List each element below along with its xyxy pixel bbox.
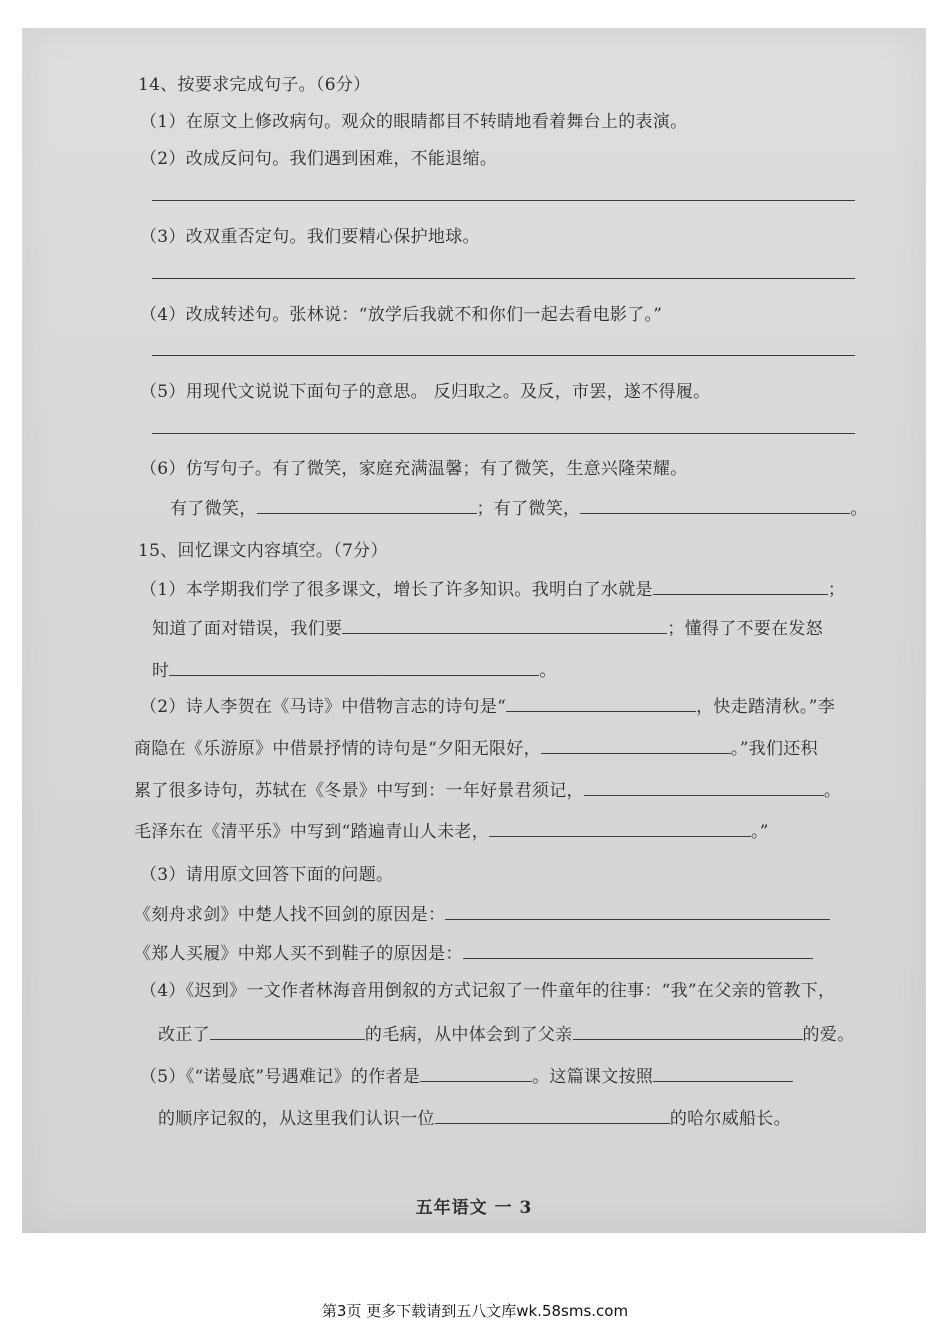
answer-line <box>152 433 855 434</box>
fill-text: ；有了微笑， <box>476 499 581 519</box>
fill-text: 的爱。 <box>802 1025 855 1045</box>
q15-item-2-line-3 <box>134 780 841 802</box>
fill-text: 时 <box>152 661 170 681</box>
q15-item-2-line-2 <box>134 738 818 760</box>
q14-item-3: （3）改双重否定句。我们要精心保护地球。 <box>140 227 480 247</box>
fill-text: 毛泽东在《清平乐》中写到“踏遍青山人未老， <box>134 822 489 842</box>
fill-blank <box>541 739 731 754</box>
q15-title: 15、回忆课文内容填空。（7分） <box>138 541 388 561</box>
fill-blank <box>489 822 751 837</box>
fill-text: 。” <box>751 822 769 842</box>
q15-item-1-line-3 <box>152 660 557 682</box>
q15-item-4-line-2 <box>158 1024 854 1046</box>
q14-item-6: （6）仿写句子。有了微笑，家庭充满温馨；有了微笑，生意兴隆荣耀。 <box>140 459 688 479</box>
fill-text: 有了微笑， <box>170 499 257 519</box>
fill-blank <box>257 499 477 514</box>
fill-text: 改正了 <box>158 1025 210 1045</box>
download-footer: 第3页 更多下载请到五八文库wk.58sms.com <box>321 1302 629 1320</box>
fill-blank <box>420 1067 532 1082</box>
q15-item-2-line-1 <box>140 696 835 718</box>
fill-blank <box>445 905 830 920</box>
q15-item-1-line-1 <box>140 579 845 601</box>
fill-blank <box>653 580 828 595</box>
fill-text: ； <box>827 580 846 600</box>
fill-text: 的毛病，从中体会到了父亲 <box>364 1025 573 1045</box>
q14-item-5: （5）用现代文说说下面句子的意思。 反归取之。及反，市罢，遂不得履。 <box>140 382 711 402</box>
fill-text: 。 <box>539 661 557 681</box>
q15-item-3-line-1 <box>134 904 830 926</box>
q15-item-3-line-2 <box>134 943 813 965</box>
fill-text: ，快走踏清秋。”李 <box>696 697 835 717</box>
q15-item-2-line-4 <box>134 821 769 843</box>
fill-blank <box>580 499 850 514</box>
fill-text: 。 <box>823 781 842 801</box>
fill-blank <box>169 661 539 676</box>
fill-blank <box>506 697 696 712</box>
q14-item-1: （1）在原文上修改病句。观众的眼睛都目不转睛地看着舞台上的表演。 <box>140 112 688 132</box>
fill-text: （1）本学期我们学了很多课文，增长了许多知识。我明白了水就是 <box>140 580 653 600</box>
q14-item-4: （4）改成转述句。张林说：“放学后我就不和你们一起去看电影了。” <box>140 305 663 325</box>
fill-text: 《郑人买履》中郑人买不到鞋子的原因是： <box>134 944 463 964</box>
exam-sheet <box>22 28 926 1233</box>
fill-text: 。 <box>850 499 868 519</box>
fill-text: 的顺序记叙的，从这里我们认识一位 <box>158 1109 435 1129</box>
fill-text: 累了很多诗句，苏轼在《冬景》中写到：一年好景君须记， <box>134 781 584 801</box>
fill-text: 《刻舟求剑》中楚人找不回剑的原因是： <box>134 905 446 925</box>
q15-item-5-line-2 <box>158 1108 791 1130</box>
page-number: 五年语文 一 3 <box>415 1198 533 1218</box>
fill-text: 的哈尔威船长。 <box>669 1109 791 1129</box>
answer-line <box>152 355 855 356</box>
answer-line <box>152 278 855 279</box>
fill-blank <box>653 1067 793 1082</box>
fill-blank <box>210 1025 365 1040</box>
fill-text: （2）诗人李贺在《马诗》中借物言志的诗句是“ <box>140 697 507 717</box>
fill-blank <box>435 1109 670 1124</box>
fill-text: 知道了面对错误，我们要 <box>152 619 343 639</box>
q15-item-3-title: （3）请用原文回答下面的问题。 <box>140 865 394 885</box>
fill-text: （5）《“诺曼底”号遇难记》的作者是 <box>140 1067 421 1087</box>
q14-title: 14、按要求完成句子。（6分） <box>138 75 371 95</box>
fill-text: 商隐在《乐游原》中借景抒情的诗句是“夕阳无限好， <box>134 739 541 759</box>
q14-item-6-fill <box>170 498 868 520</box>
fill-text: 。”我们还积 <box>730 739 818 759</box>
q14-item-2: （2）改成反问句。我们遇到困难，不能退缩。 <box>140 149 498 169</box>
fill-text: 。这篇课文按照 <box>532 1067 654 1087</box>
fill-text: ；懂得了不要在发怒 <box>667 619 824 639</box>
q15-item-1-line-2 <box>152 618 823 640</box>
fill-blank <box>463 944 813 959</box>
q15-item-5-line-1 <box>140 1066 793 1088</box>
fill-blank <box>584 781 824 796</box>
fill-blank <box>573 1025 803 1040</box>
fill-blank <box>342 619 667 634</box>
answer-line <box>152 200 855 201</box>
q15-item-4-line-1: （4）《迟到》一文作者林海音用倒叙的方式记叙了一件童年的往事：“我”在父亲的管教下， <box>140 981 836 1001</box>
